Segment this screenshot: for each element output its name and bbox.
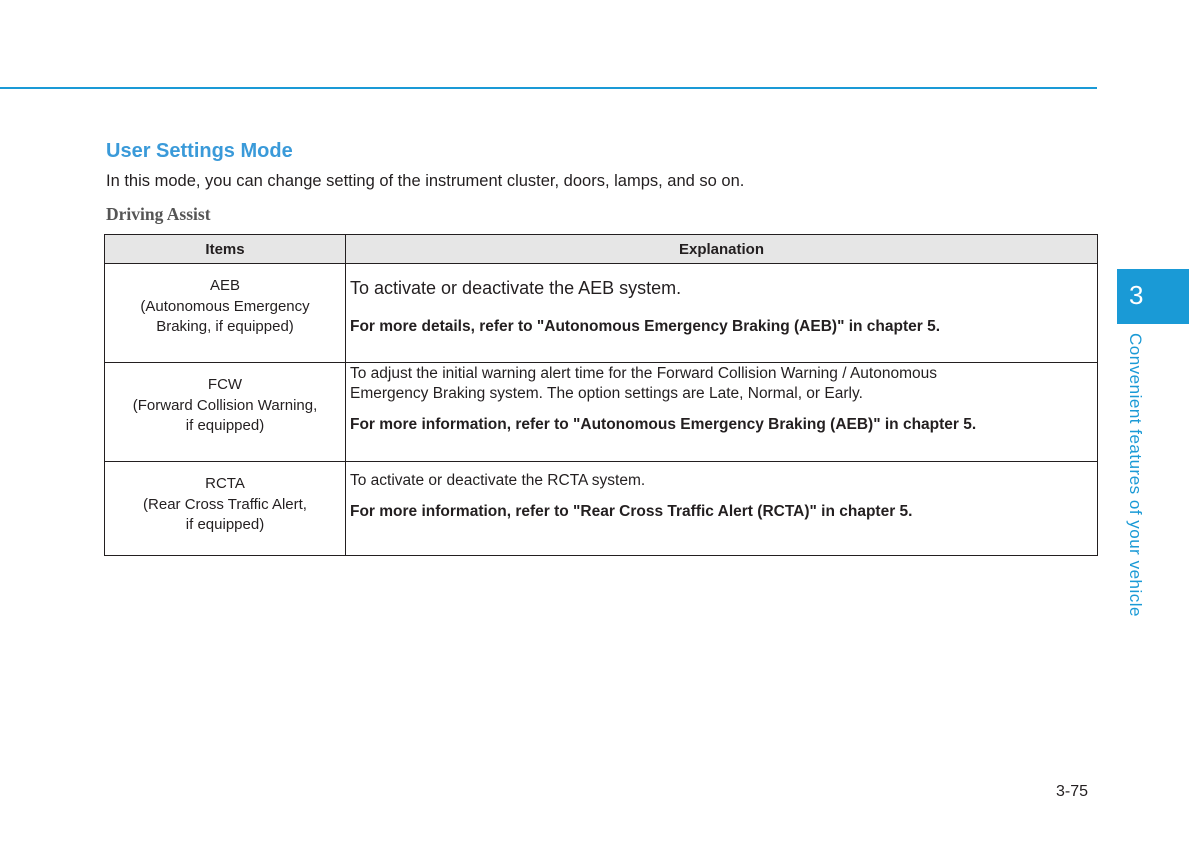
explanation-text-line: Emergency Braking system. The option settings are Late, Normal, or Early.: [350, 385, 863, 402]
reference-text: For more information, refer to "Autonomous Emergency Braking (AEB)" in chapter 5.: [350, 416, 977, 433]
chapter-number: 3: [1129, 280, 1144, 310]
item-detail: if equipped): [185, 417, 265, 434]
item-detail: Braking, if equipped): [156, 318, 294, 335]
item-cell: [105, 264, 346, 363]
table-row-aeb: [105, 264, 1098, 363]
column-header-explanation: Explanation: [346, 235, 1098, 264]
explanation-cell: [346, 264, 1098, 363]
reference-text: For more information, refer to "Rear Cross Traffic Alert (RCTA)" in chapter 5.: [350, 503, 913, 520]
section-title: User Settings Mode: [106, 140, 293, 162]
explanation-cell: [346, 363, 1098, 462]
intro-paragraph: In this mode, you can change setting of the instrument cluster, doors, lamps, and so on.: [106, 172, 745, 190]
item-detail: if equipped): [185, 516, 265, 533]
explanation-text-line: To adjust the initial warning alert time for the Forward Collision Warning / Autonomous: [350, 365, 937, 382]
item-name: FCW: [207, 376, 243, 393]
page-number: 3-75: [1056, 783, 1089, 800]
column-header-items: Items: [105, 235, 346, 264]
explanation-text: To activate or deactivate the RCTA system.: [350, 472, 646, 489]
chapter-tab: [1117, 269, 1189, 324]
table-row-rcta: [105, 462, 1098, 556]
table-header-row: [105, 235, 1098, 264]
explanation-cell: [346, 462, 1098, 556]
item-cell: [105, 462, 346, 556]
item-detail: (Rear Cross Traffic Alert,: [143, 495, 307, 513]
table-row-fcw: [105, 363, 1098, 462]
item-cell: [105, 363, 346, 462]
item-detail: (Forward Collision Warning,: [132, 396, 318, 414]
top-rule: [0, 87, 1097, 89]
item-name: RCTA: [205, 475, 245, 492]
explanation-text: To activate or deactivate the AEB system.: [350, 278, 682, 298]
item-detail: (Autonomous Emergency: [140, 297, 310, 315]
settings-table: [104, 234, 1098, 556]
subheading-driving-assist: Driving Assist: [106, 204, 211, 224]
reference-text: For more details, refer to "Autonomous Emergency Braking (AEB)" in chapter 5.: [350, 318, 941, 335]
item-name: AEB: [209, 277, 240, 294]
chapter-side-title: Convenient features of your vehicle: [1126, 333, 1145, 617]
